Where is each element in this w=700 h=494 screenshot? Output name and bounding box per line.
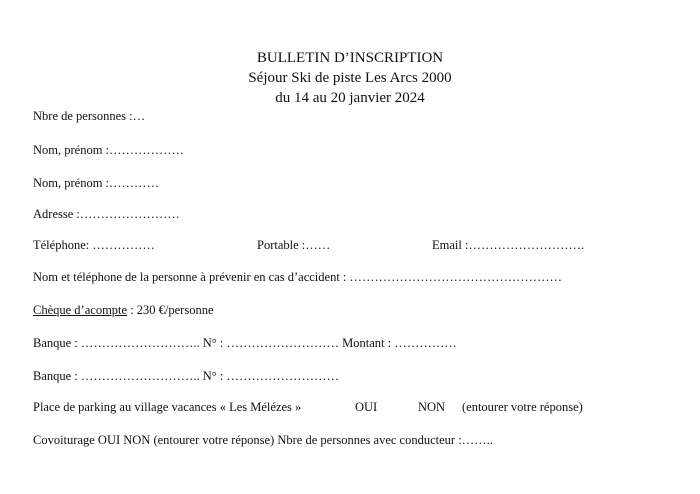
cheque-label: Chèque d’acompte — [33, 303, 128, 317]
field-email: Email :………………………. — [432, 238, 585, 252]
field-nom-prenom-1: Nom, prénom :……………… — [33, 143, 185, 157]
parking-non-option: NON — [418, 400, 446, 414]
parking-oui-option: OUI — [355, 400, 378, 414]
field-covoiturage: Covoiturage OUI NON (entourer votre réponse) Nbre de personnes avec conducteur :…….. — [33, 433, 493, 447]
form-title-line2: Séjour Ski de piste Les Arcs 2000 — [248, 70, 452, 86]
field-contact-urgence: Nom et téléphone de la personne à prévenir en cas d’accident : …………………………………………… — [33, 270, 563, 284]
field-banque-2: Banque : ……………………….. N° : ……………………… — [33, 369, 340, 383]
field-cheque-acompte — [33, 303, 214, 318]
field-adresse: Adresse :…………………… — [33, 207, 180, 221]
field-telephone: Téléphone: …………… — [33, 238, 155, 252]
cheque-amount: : 230 €/personne — [127, 303, 214, 317]
form-title-line3: du 14 au 20 janvier 2024 — [275, 90, 425, 106]
field-portable: Portable :…… — [257, 238, 331, 252]
form-title-line1: BULLETIN D’INSCRIPTION — [256, 50, 444, 66]
parking-note: (entourer votre réponse) — [462, 400, 583, 414]
field-nom-prenom-2: Nom, prénom :………… — [33, 176, 160, 190]
field-nb-personnes: Nbre de personnes :… — [33, 109, 146, 123]
field-parking: Place de parking au village vacances « Les Mélézes » — [33, 400, 302, 414]
field-banque-1: Banque : ……………………….. N° : ……………………… Montant : …………… — [33, 336, 457, 350]
